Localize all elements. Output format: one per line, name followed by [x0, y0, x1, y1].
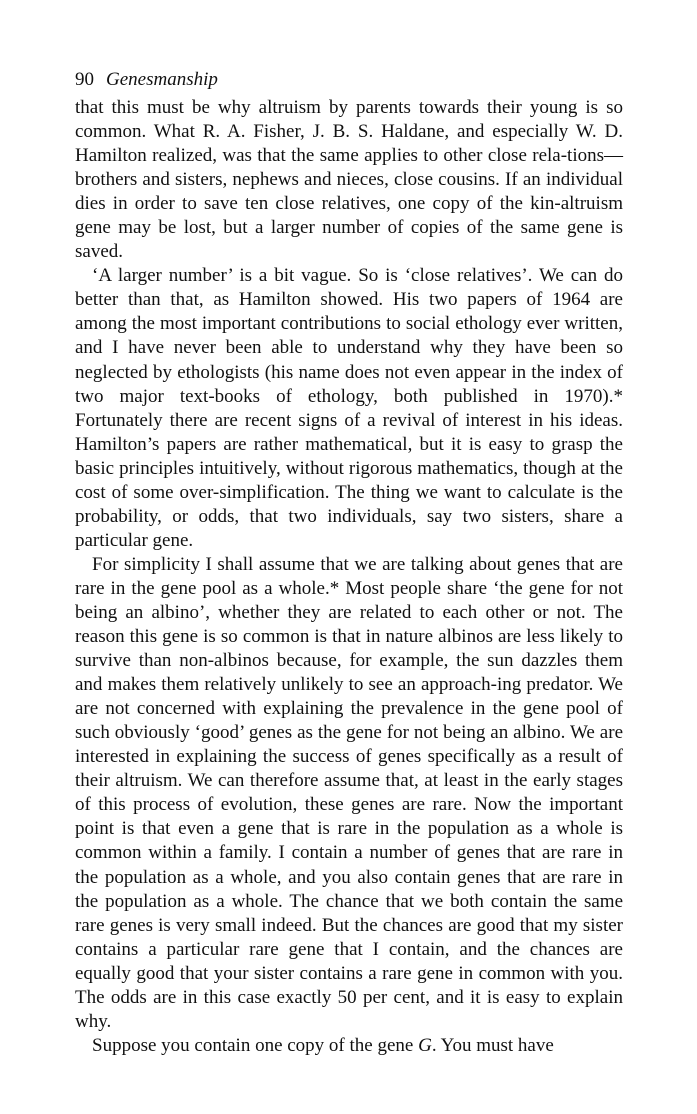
- paragraph: that this must be why altruism by parents towards their young is so common. What R. A. Fisher, J. B. S. Haldane, and especially W. D. Hamilton realized, was that the same applies to other close rela-tions—brothers and sisters, nephews and nieces, close cousins. If an individual dies in order to save ten close relatives, one copy of the kin-altruism gene may be lost, but a larger number of copies of the same gene is saved.: [75, 97, 623, 263]
- paragraph-text-start: Suppose you contain one copy of the gene: [92, 1034, 419, 1056]
- paragraph-last: [75, 1034, 623, 1058]
- paragraph: ‘A larger number’ is a bit vague. So is ‘close relatives’. We can do better than that, as Hamilton showed. His two papers of 1964 are among the most important contributions to social ethology ever written, and I have never been able to understand why they have been so neglected by ethologists (his name does not even appear in the index of two major text-books of ethology, both published in 1970).* Fortunately there are recent signs of a revival of interest in his ideas. Hamilton’s papers are rather mathematical, but it is easy to grasp the basic principles intuitively, without rigorous mathematics, though at the cost of some over-simplification. The thing we want to calculate is the probability, or odds, that two individuals, say two sisters, share a particular gene.: [75, 265, 623, 551]
- body-text: [75, 96, 623, 1058]
- page-number: 90: [75, 69, 94, 90]
- paragraph-text-end: . You must have: [431, 1034, 554, 1056]
- gene-symbol: G: [418, 1034, 432, 1056]
- paragraph: For simplicity I shall assume that we are talking about genes that are rare in the gene pool as a whole.* Most people share ‘the gene for not being an albino’, whether they are related to each other or not. The reason this gene is so common is that in nature albinos are less likely to survive than non-albinos because, for example, the sun dazzles them and makes them relatively unlikely to see an approach-ing predator. We are not concerned with explaining the prevalence in the gene pool of such obviously ‘good’ genes as the gene for not being an albino. We are interested in explaining the success of genes specifically as a result of their altruism. We can therefore assume that, at least in the early stages of this process of evolution, these genes are rare. Now the important point is that even a gene that is rare in the population as a whole is common within a family. I contain a number of genes that are rare in the population as a whole, and you also contain genes that are rare in the population as a whole. The chance that we both contain the same rare genes is very small indeed. But the chances are good that my sister contains a particular rare gene that I contain, and the chances are equally good that your sister contains a rare gene in common with you. The odds are in this case exactly 50 per cent, and it is easy to explain why.: [75, 553, 623, 1032]
- book-page: [75, 68, 623, 1058]
- running-head: [75, 68, 623, 96]
- running-title: Genesmanship: [106, 69, 218, 90]
